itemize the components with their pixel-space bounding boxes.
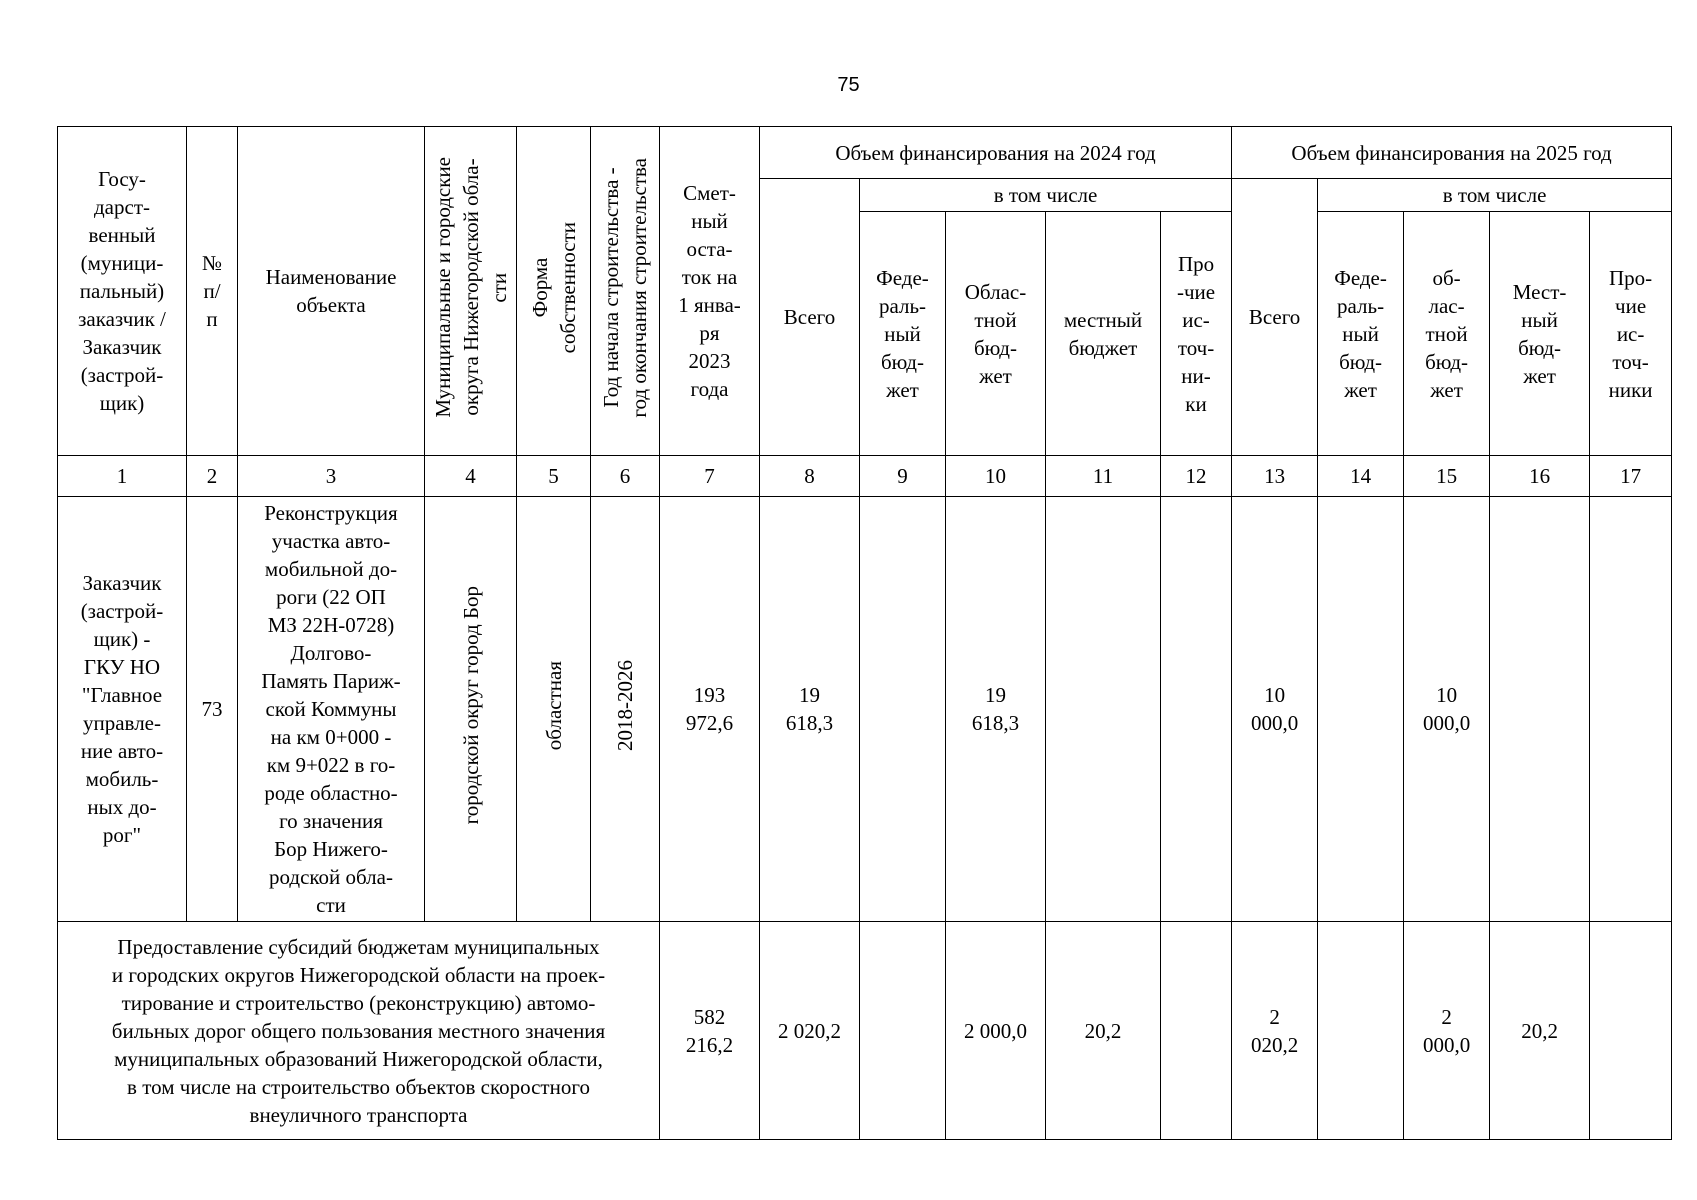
row73-municipality-cell (425, 497, 517, 922)
subsidy-federal-2024 (860, 922, 946, 1140)
column-number: 1 (58, 456, 187, 497)
header-other-2025: Про- чие ис- точ- ники (1590, 212, 1672, 456)
column-number: 5 (517, 456, 591, 497)
row73-num: 73 (187, 497, 238, 922)
header-funding-2025: Объем финансирования на 2025 год (1232, 127, 1672, 179)
column-number: 2 (187, 456, 238, 497)
funding-table (57, 126, 1672, 1140)
subsidy-regional-2025: 2 000,0 (1404, 922, 1490, 1140)
header-object-name: Наименование объекта (238, 127, 425, 456)
column-number: 15 (1404, 456, 1490, 497)
subsidy-description: Предоставление субсидий бюджетам муниципальных и городских округов Нижегородской области на проек- тирование и строительство (реконструкцию) автомо- бильных дорог общего пользования местного значения муниципальных образований Нижегородской области, в том числе на строительство объектов скоростного внеуличного транспорта (58, 922, 660, 1140)
header-including-2024: в том числе (860, 179, 1232, 212)
header-row-1 (58, 127, 1672, 179)
column-numbers-row (58, 456, 1672, 497)
header-estimate-remaining: Смет- ный оста- ток на 1 янва- ря 2023 года (660, 127, 760, 456)
header-municipality: Муниципальные и городские округа Нижегородской обла- сти (430, 157, 511, 418)
column-number: 8 (760, 456, 860, 497)
row73-regional-2024: 19 618,3 (946, 497, 1046, 922)
table-row-subsidy (58, 922, 1672, 1140)
row73-local-2025 (1490, 497, 1590, 922)
header-including-2025: в том числе (1318, 179, 1672, 212)
header-funding-2024: Объем финансирования на 2024 год (760, 127, 1232, 179)
page-number: 75 (837, 74, 860, 96)
column-number: 12 (1161, 456, 1232, 497)
subsidy-total-2025: 2 020,2 (1232, 922, 1318, 1140)
row73-other-2025 (1590, 497, 1672, 922)
header-ownership: Форма собственности (527, 221, 580, 354)
column-number: 9 (860, 456, 946, 497)
row73-federal-2025 (1318, 497, 1404, 922)
header-years-cell (591, 127, 660, 456)
subsidy-total-2024: 2 020,2 (760, 922, 860, 1140)
row73-total-2025: 10 000,0 (1232, 497, 1318, 922)
subsidy-federal-2025 (1318, 922, 1404, 1140)
subsidy-local-2024: 20,2 (1046, 922, 1161, 1140)
header-local-2024: местный бюджет (1046, 212, 1161, 456)
header-total-2025: Всего (1232, 179, 1318, 456)
subsidy-estimate-remaining: 582 216,2 (660, 922, 760, 1140)
header-federal-2024: Феде- раль- ный бюд- жет (860, 212, 946, 456)
header-municipality-cell (425, 127, 517, 456)
column-number: 4 (425, 456, 517, 497)
row73-total-2024: 19 618,3 (760, 497, 860, 922)
column-number: 16 (1490, 456, 1590, 497)
column-number: 14 (1318, 456, 1404, 497)
row73-object-name: Реконструкция участка авто- мобильной до- роги (22 ОП МЗ 22Н-0728) Долгово- Память Париж- ской Коммуны на км 0+000 - км 9+022 в го- роде областно- го значения Бор Нижего- родской обла- сти (238, 497, 425, 922)
header-ownership-cell (517, 127, 591, 456)
header-years: Год начала строительства - год окончания строительства (599, 157, 651, 418)
row73-federal-2024 (860, 497, 946, 922)
column-number: 10 (946, 456, 1046, 497)
header-other-2024: Про -чие ис- точ- ни- ки (1161, 212, 1232, 456)
row73-years: 2018-2026 (613, 660, 637, 751)
row73-municipality: городской округ город Бор (458, 586, 483, 825)
column-number: 6 (591, 456, 660, 497)
row73-local-2024 (1046, 497, 1161, 922)
header-federal-2025: Феде- раль- ный бюд- жет (1318, 212, 1404, 456)
subsidy-local-2025: 20,2 (1490, 922, 1590, 1140)
header-regional-2024: Облас- тной бюд- жет (946, 212, 1046, 456)
row73-ownership: областная (541, 660, 566, 751)
column-number: 13 (1232, 456, 1318, 497)
subsidy-regional-2024: 2 000,0 (946, 922, 1046, 1140)
subsidy-other-2025 (1590, 922, 1672, 1140)
row73-regional-2025: 10 000,0 (1404, 497, 1490, 922)
header-total-2024: Всего (760, 179, 860, 456)
column-number: 11 (1046, 456, 1161, 497)
row73-ownership-cell (517, 497, 591, 922)
header-regional-2025: об- лас- тной бюд- жет (1404, 212, 1490, 456)
header-local-2025: Мест- ный бюд- жет (1490, 212, 1590, 456)
header-num: № п/ п (187, 127, 238, 456)
table-row-73 (58, 497, 1672, 922)
header-customer: Госу- дарст- венный (муници- пальный) заказчик / Заказчик (застрой- щик) (58, 127, 187, 456)
row73-other-2024 (1161, 497, 1232, 922)
row73-customer: Заказчик (застрой- щик) - ГКУ НО "Главное управле- ние авто- мобиль- ных до- рог" (58, 497, 187, 922)
column-number: 3 (238, 456, 425, 497)
column-number: 17 (1590, 456, 1672, 497)
subsidy-other-2024 (1161, 922, 1232, 1140)
row73-estimate-remaining: 193 972,6 (660, 497, 760, 922)
row73-years-cell (591, 497, 660, 922)
column-number: 7 (660, 456, 760, 497)
